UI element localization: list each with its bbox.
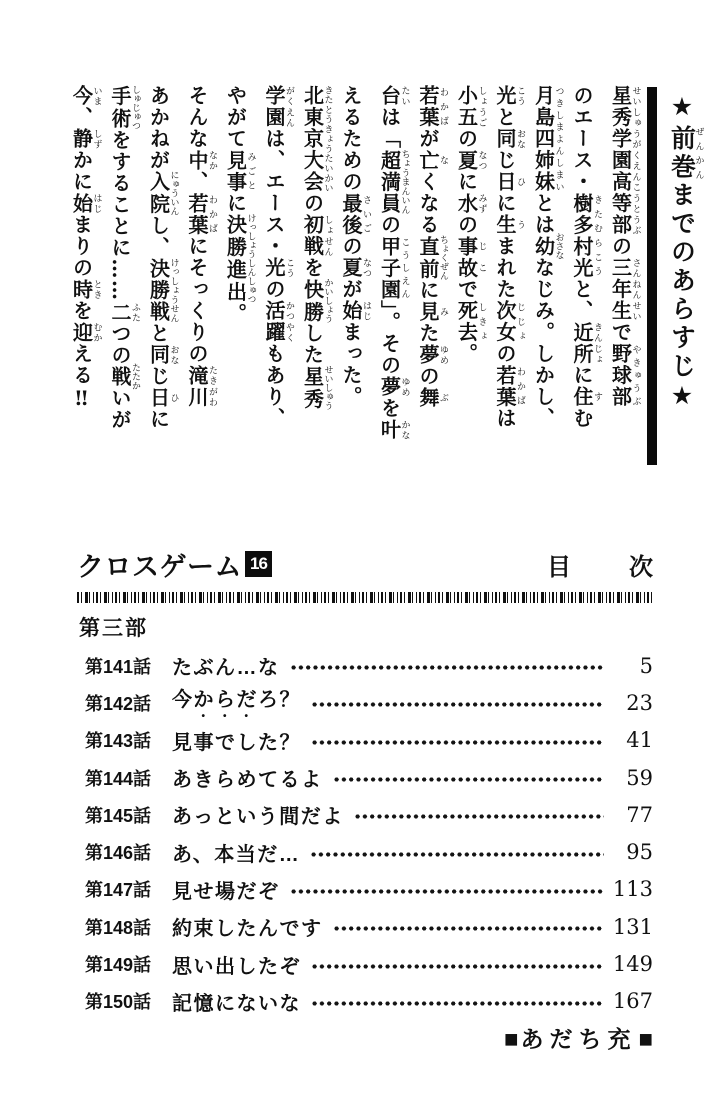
chapter-row [77,722,653,759]
text-segment: を [69,300,94,322]
text-segment: を [300,257,325,279]
chapter-number: 第146話 [85,843,152,864]
ruby-text: 見み [416,301,448,323]
ruby-text: 迎むか [69,321,102,343]
text-segment: し、 [146,215,171,258]
text-segment: 記憶にないな [172,992,301,1015]
contents-label: 目 次 [547,553,670,581]
synopsis-line [140,85,179,475]
text-segment: までのあらすじ★ [667,181,696,414]
text-segment: 見せ場だぞ [172,880,280,903]
synopsis-line [256,85,295,475]
text-segment: やがて [223,85,248,150]
synopsis-line [525,85,564,475]
ruby-text: 光こう [262,257,294,279]
text-segment: 。 [454,343,479,365]
synopsis-line [217,85,256,475]
text-segment: あ、本当だ… [172,843,301,866]
chapter-page-number: 131 [612,914,653,939]
text-segment: は [493,407,517,429]
author-square-right-icon: ■ [638,1025,653,1053]
text-segment: まりの [69,214,94,279]
synopsis-line [448,85,487,475]
ruby-text: 日ひ [493,171,525,193]
text-segment: 約束したんです [172,918,323,941]
chapter-page-number: 59 [626,765,653,790]
chapter-number: 第148話 [85,917,152,938]
chapter-title [172,726,301,755]
synopsis-line [294,85,333,475]
text-segment: じ [146,365,171,387]
text-segment: ★ [667,92,696,125]
ruby-text: 星秀せいしゅう [300,365,333,410]
emphasized-text: からだ [193,689,258,712]
text-segment: と [146,322,171,344]
chapter-number: 第143話 [85,731,152,752]
text-segment: ろ？ [258,689,301,712]
text-segment: た [416,322,440,344]
chapter-number: 第141話 [85,656,152,677]
chapter-page-number: 113 [612,877,653,902]
ruby-text: 台たい [377,85,410,107]
text-segment: を [377,397,402,419]
dotted-leader [311,739,604,746]
chapter-row [77,759,653,796]
synopsis-heading [659,85,705,475]
chapter-title [172,800,344,829]
ruby-text: 夏なつ [339,257,371,279]
synopsis-line [487,85,526,475]
chapter-title [172,763,323,792]
ruby-text: 星秀学園高等部せいしゅうがくえんこうとうぶ [608,85,641,236]
text-segment: で [454,278,479,300]
ruby-text: 死去しきょ [454,300,487,343]
barcode-divider [77,592,653,603]
chapter-title [172,950,301,979]
chapter-title [172,875,280,904]
text-segment: いが [108,387,132,431]
text-segment: あっという間だよ [172,806,344,829]
dotted-leader [310,851,604,858]
text-segment: の [300,192,325,214]
chapter-number: 第142話 [85,693,152,714]
ruby-text: 入院にゅういん [146,170,179,216]
series-title: クロスゲーム [77,551,242,582]
synopsis-line [179,85,218,475]
chapter-page-number: 149 [612,952,653,977]
ruby-text: 見事みごと [223,149,256,193]
synopsis-line [333,85,372,475]
ruby-text: 始はじ [339,300,371,322]
dotted-leader [290,888,605,895]
text-segment: に [416,279,440,301]
text-segment: かに [69,149,94,193]
chapter-row [77,684,653,721]
ruby-text: 夢ゆめ [416,344,448,366]
chapter-number: 第147話 [85,880,152,901]
text-segment: をすることに…… [108,129,132,302]
text-segment: の [416,365,440,387]
dotted-leader [333,776,605,783]
toc-title-row [77,549,670,582]
synopsis-line [102,85,141,475]
text-segment: じ [493,149,517,171]
ruby-text: 決勝進出けっしょうしんしゅつ [223,213,256,304]
text-segment: もあり、 [262,343,286,429]
ruby-text: 舞ぶ [416,387,448,409]
chapter-page-number: 23 [626,690,653,715]
text-segment: 思い出したぞ [172,955,301,978]
text-segment: たぶん…な [172,657,280,680]
ruby-text: 樹多村光きたむらこう [570,192,602,279]
chapter-number: 第150話 [85,992,152,1013]
text-segment: 、 [69,106,94,128]
ruby-text: 中なか [185,149,217,171]
chapter-row [77,908,653,945]
ruby-text: 近所きんじょ [570,321,602,365]
ruby-text: 快勝かいしょう [300,278,333,323]
chapter-row [77,796,653,833]
synopsis-body [63,85,641,475]
ruby-text: 亡な [416,149,448,171]
dotted-leader [311,701,604,708]
text-segment: 。 [223,303,248,325]
dotted-leader [290,664,605,671]
text-segment: あきらめてるよ [172,769,323,792]
ruby-text: 叶かな [377,419,410,441]
ruby-text: 直前ちょくぜん [416,235,448,280]
text-segment: の [377,214,402,236]
ruby-text: 若葉わかば [416,85,448,128]
text-segment: の [454,214,479,236]
text-segment: に [223,192,248,214]
ruby-text: 住す [570,386,602,408]
synopsis-line [63,85,102,475]
chapter-page-number: 167 [612,989,653,1014]
chapter-number: 第144話 [85,768,152,789]
text-segment: とは [531,192,556,236]
chapter-row [77,983,653,1020]
text-segment: で [608,321,633,343]
text-segment: に [493,192,517,214]
ruby-text: 超満員ちょうまんいん [377,149,410,214]
text-segment: が [416,128,440,150]
ruby-text: 二ふた [108,301,140,323]
ruby-text: 幼おさな [531,232,564,260]
text-segment: の [339,235,363,257]
text-segment: あかねが [146,85,171,171]
ruby-text: 水みず [454,192,487,214]
text-segment: の [454,128,479,150]
synopsis-line [564,85,603,475]
chapter-row [77,945,653,982]
ruby-text: 静しず [69,128,102,150]
author-credit [77,1021,653,1054]
text-segment: つの [108,323,132,366]
dotted-leader [311,963,604,970]
synopsis-line [410,85,449,475]
ruby-text: 生う [493,214,525,236]
text-segment: の [608,235,633,257]
ruby-text: 滝川たきがわ [185,364,217,408]
ruby-text: 時とき [69,278,102,300]
dotted-leader [354,813,604,820]
ruby-text: 同おな [146,344,179,366]
text-segment: 」。その [377,300,402,376]
ruby-text: 決勝戦けっしょうせん [146,258,179,323]
ruby-text: 事故じこ [454,235,487,279]
ruby-text: 夏なつ [454,149,487,171]
text-segment: に [570,364,594,386]
text-segment: は、エース・ [262,128,286,257]
text-segment: の [493,343,517,365]
ruby-text: 三年生さんねんせい [608,257,641,322]
text-segment: まった。 [339,321,363,408]
text-segment: に [454,171,479,193]
synopsis-line [602,85,641,475]
chapter-title [172,651,280,680]
ruby-text: 学園がくえん [262,85,294,128]
ruby-text: 同おな [493,128,525,150]
heading-divider-bar [647,87,657,465]
ruby-text: 光こう [493,85,525,107]
chapter-title [172,912,323,941]
synopsis-line [371,85,410,475]
ruby-text: 次女じじょ [493,300,525,343]
text-segment: のエース・ [570,85,594,193]
ruby-text: 夢ゆめ [377,376,410,398]
chapter-page-number: 41 [626,728,653,753]
ruby-text: 若葉わかば [185,192,217,236]
part-label: 第三部 [79,617,148,640]
ruby-text: 前巻 ぜんかん [667,124,705,182]
volume-badge: 16 [245,551,272,577]
text-segment: 見事でした？ [172,731,301,754]
text-segment: が [339,278,363,300]
ruby-text: 戦たたか [108,363,140,391]
text-segment: にそっくりの [185,235,209,365]
author-name: あだち充 [520,1025,637,1052]
chapter-title [172,683,301,722]
ruby-text: 小五しょうご [454,85,487,128]
chapter-number: 第145話 [85,805,152,826]
toc-section [77,549,670,1054]
text-segment: の [262,278,286,300]
ruby-text: 日ひ [146,387,179,409]
text-segment: した [300,322,325,366]
synopsis-section [63,85,705,475]
chapter-row [77,647,653,684]
chapter-page-number: 95 [626,840,653,865]
chapter-title [172,987,301,1016]
text-segment: そんな [185,85,209,150]
chapter-list [77,647,653,1020]
ruby-text: 若葉わかば [493,364,525,408]
text-segment: に [146,408,171,430]
text-segment: まれた [493,235,517,300]
chapter-number: 第149話 [85,955,152,976]
chapter-row [77,833,653,870]
ruby-text: 活躍かつやく [262,300,294,343]
text-segment: 、 [185,171,209,193]
text-segment: なじみ。しかし、 [531,257,556,429]
series-title-group [77,545,272,584]
text-segment: と [493,106,517,128]
chapter-row [77,871,653,908]
ruby-text: 野球部やきゅうぶ [608,343,641,408]
chapter-title [172,838,300,867]
dotted-leader [311,1000,604,1007]
ruby-text: 最後さいご [339,192,371,236]
ruby-text: 手術しゅじゅつ [108,85,140,130]
dotted-leader [333,925,605,932]
ruby-text: 今いま [69,85,102,107]
text-segment: 今 [172,689,194,712]
ruby-text: 北東京大会きたとうきょうたいかい [300,85,333,193]
author-square-left-icon: ■ [504,1025,519,1053]
chapter-page-number: 77 [626,802,653,827]
ruby-text: 初戦しょせん [300,214,333,257]
ruby-text: 月島四姉妹つきしまよんしまい [531,85,564,193]
text-segment: は「 [377,106,402,150]
text-segment: える‼ [69,343,94,412]
text-segment: えるための [339,85,363,193]
chapter-page-number: 5 [639,653,653,678]
text-segment: くなる [416,171,440,236]
text-segment: む [570,407,594,429]
ruby-text: 甲子園こうしえん [377,235,410,300]
text-segment: と、 [570,278,594,322]
ruby-text: 始はじ [69,192,102,214]
